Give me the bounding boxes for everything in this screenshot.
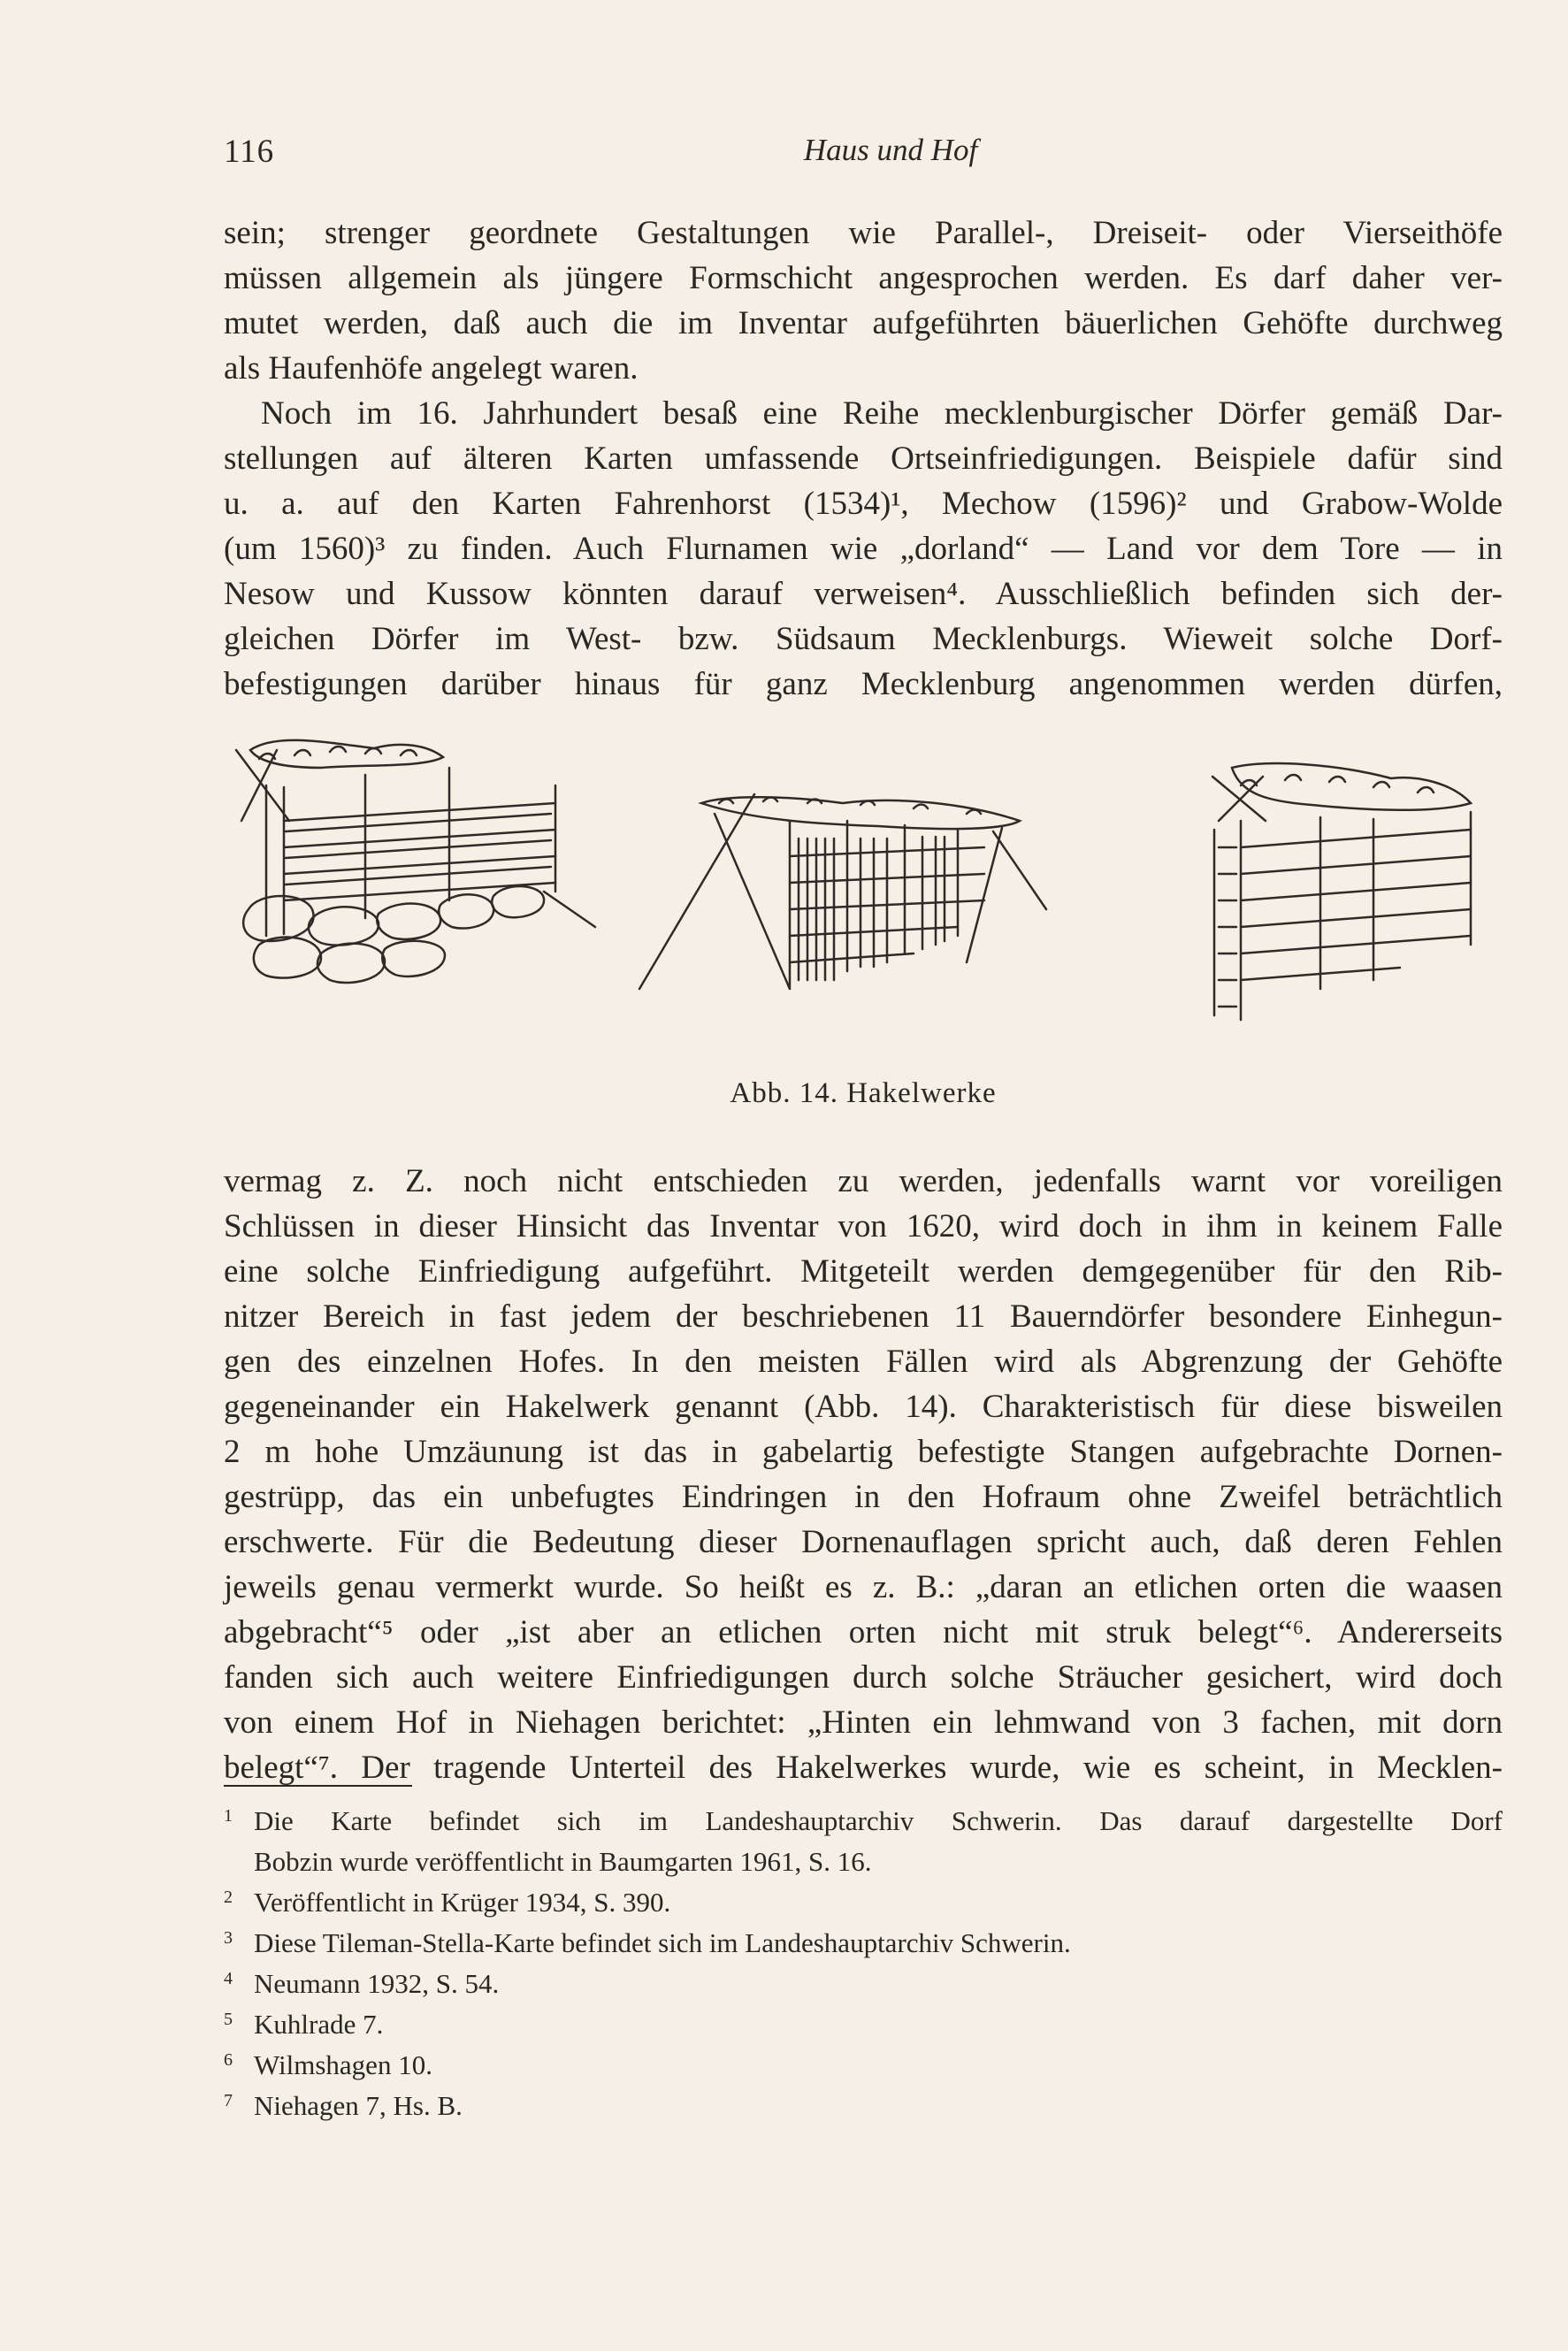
paragraph-1 <box>224 211 1503 391</box>
text-line: mutet werden, daß auch die im Inventar aufgeführten bäuerlichen Gehöfte durchweg <box>224 305 1503 341</box>
text-line: als Haufenhöfe angelegt waren. <box>224 350 639 387</box>
footnote-7 <box>224 2086 1503 2126</box>
footnote-5 <box>224 2004 1503 2045</box>
text-line: von einem Hof in Niehagen berichtet: „Hinten ein lehmwand von 3 fachen, mit dorn <box>224 1704 1503 1741</box>
footnote-number: 2 <box>224 1888 233 1907</box>
hakelwerke-illustration <box>224 732 1503 1051</box>
footnote-4 <box>224 1964 1503 2004</box>
text-line: Schlüssen in dieser Hinsicht das Inventar von 1620, wird doch in ihm in keinem Falle <box>224 1208 1503 1244</box>
footnote-text: Bobzin wurde veröffentlicht in Baumgarten 1961, S. 16. <box>254 1846 872 1877</box>
footnote-number: 5 <box>224 2010 233 2029</box>
footnote-text: Niehagen 7, Hs. B. <box>254 2090 463 2121</box>
text-line: Nesow und Kussow könnten darauf verweisen⁴. Ausschließlich befinden sich der- <box>224 576 1503 612</box>
text-line: fanden sich auch weitere Einfriedigungen durch solche Sträucher gesichert, wird doch <box>224 1659 1503 1696</box>
footnote-2 <box>224 1882 1503 1923</box>
footnote-3 <box>224 1923 1503 1964</box>
text-line: eine solche Einfriedigung aufgeführt. Mitgeteilt werden demgegenüber für den Rib- <box>224 1253 1503 1290</box>
text-line: 2 m hohe Umzäunung ist das in gabelartig befestigte Stangen aufgebrachte Dornen- <box>224 1434 1503 1470</box>
text-line: belegt“⁷. Der tragende Unterteil des Hakelwerkes wurde, wie es scheint, in Mecklen- <box>224 1750 1503 1786</box>
text-line: müssen allgemein als jüngere Formschicht angesprochen werden. Es darf daher ver- <box>224 260 1503 296</box>
footnote-6 <box>224 2045 1503 2086</box>
text-line: gestrüpp, das ein unbefugtes Eindringen in den Hofraum ohne Zweifel beträchtlich <box>224 1479 1503 1515</box>
footnote-text: Neumann 1932, S. 54. <box>254 1968 500 1999</box>
footnote-text: Veröffentlicht in Krüger 1934, S. 390. <box>254 1887 671 1918</box>
hakelwerk-sketch-left <box>236 740 595 983</box>
footnote-1-continued <box>224 1842 1503 1882</box>
text-line: jeweils genau vermerkt wurde. So heißt es z. B.: „daran an etlichen orten die waasen <box>224 1569 1503 1605</box>
text-line: nitzer Bereich in fast jedem der beschriebenen 11 Bauerndörfer besondere Einhegun- <box>224 1298 1503 1335</box>
hakelwerk-sketch-right <box>1212 763 1471 1020</box>
footnote-1 <box>224 1801 1503 1842</box>
footnote-text: Diese Tileman-Stella-Karte befindet sich im Landeshauptarchiv Schwerin. <box>254 1927 1071 1958</box>
footnote-number: 7 <box>224 2091 233 2110</box>
text-line: befestigungen darüber hinaus für ganz Mecklenburg angenommen werden dürfen, <box>224 666 1503 702</box>
footnote-text: Die Karte befindet sich im Landeshauptarchiv Schwerin. Das darauf dargestellte Dorf <box>254 1805 1503 1836</box>
text-line: sein; strenger geordnete Gestaltungen wie Parallel-, Dreiseit- oder Vierseithöfe <box>224 215 1503 251</box>
footnote-text: Wilmshagen 10. <box>254 2049 432 2080</box>
footnote-number: 1 <box>224 1806 233 1826</box>
text-line: vermag z. Z. noch nicht entschieden zu werden, jedenfalls warnt vor voreiligen <box>224 1163 1503 1199</box>
running-head: Haus und Hof <box>803 133 978 167</box>
text-line: (um 1560)³ zu finden. Auch Flurnamen wie „dorland“ — Land vor dem Tore — in <box>224 531 1503 567</box>
page-number: 116 <box>224 134 275 170</box>
footnote-number: 3 <box>224 1928 233 1948</box>
text-line: gleichen Dörfer im West- bzw. Südsaum Mecklenburgs. Wieweit solche Dorf- <box>224 621 1503 657</box>
footnote-text: Kuhlrade 7. <box>254 2009 384 2040</box>
footnote-number: 6 <box>224 2050 233 2070</box>
figure-caption: Abb. 14. Hakelwerke <box>730 1077 997 1109</box>
footnote-number: 4 <box>224 1969 233 1988</box>
text-line: Noch im 16. Jahrhundert besaß eine Reihe mecklenburgischer Dörfer gemäß Dar- <box>261 395 1503 432</box>
text-line: u. a. auf den Karten Fahrenhorst (1534)¹, Mechow (1596)² und Grabow-Wolde <box>224 486 1503 522</box>
page-header <box>224 133 1503 186</box>
text-line: gen des einzelnen Hofes. In den meisten Fällen wird als Abgrenzung der Gehöfte <box>224 1344 1503 1380</box>
text-line: stellungen auf älteren Karten umfassende Ortseinfriedigungen. Beispiele dafür sind <box>224 440 1503 477</box>
footnote-rule <box>224 1785 412 1787</box>
text-line: gegeneinander ein Hakelwerk genannt (Abb. 14). Charakteristisch für diese bisweilen <box>224 1389 1503 1425</box>
paragraph-3 <box>224 1159 1503 1790</box>
paragraph-2 <box>224 391 1503 707</box>
text-line: erschwerte. Für die Bedeutung dieser Dornenauflagen spricht auch, daß deren Fehlen <box>224 1524 1503 1560</box>
figure-hakelwerke <box>224 732 1503 1051</box>
text-line: abgebracht“⁵ oder „ist aber an etlichen orten nicht mit struk belegt“⁶. Andererseits <box>224 1614 1503 1650</box>
hakelwerk-sketch-middle <box>639 794 1046 989</box>
footnotes <box>224 1801 1503 2126</box>
